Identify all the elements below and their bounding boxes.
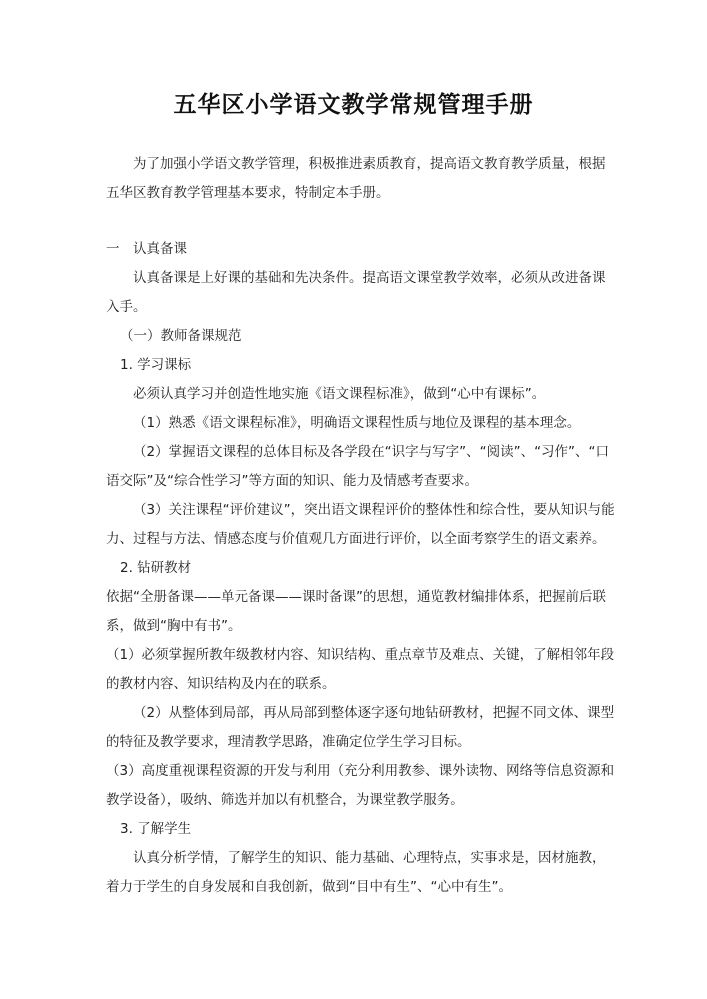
item-2-point-3: （3）高度重视课程资源的开发与利用（充分利用教参、课外读物、网络等信息资源和教学设备），吸纳、筛选并加以有机整合，为课堂教学服务。 [106, 763, 615, 808]
item-1-point-2: （2）掌握语文课程的总体目标及各学段在“识字与写字”、“阅读”、“习作”、“口语交际”及“综合性学习”等方面的知识、能力及情感考查要求。 [106, 444, 610, 489]
item-heading-2: 2. 钻研教材 [120, 560, 192, 576]
intro-paragraph: 为了加强小学语文教学管理，积极推进素质教育，提高语文教育教学质量，根据五华区教育教学管理基本要求，特制定本手册。 [106, 156, 606, 201]
section-heading: 一 认真备课 [106, 241, 187, 257]
item-2-point-2: （2）从整体到局部，再从局部到整体逐字逐句地钻研教材，把握不同文体、课型的特征及教学要求，理清教学思路，准确定位学生学习目标。 [106, 705, 615, 750]
section-lead-paragraph: 认真备课是上好课的基础和先决条件。提高语文课堂教学效率，必须从改进备课入手。 [106, 270, 606, 315]
item-1-point-3: （3）关注课程“评价建议”，突出语文课程评价的整体性和综合性，要从知识与能力、过程与方法、情感态度与价值观几方面进行评价，以全面考察学生的语文素养。 [106, 502, 615, 547]
item-1-lead: 必须认真学习并创造性地实施《语文课程标准》，做到“心中有课标”。 [133, 386, 546, 402]
document-title: 五华区小学语文教学常规管理手册 [173, 91, 534, 118]
item-3-lead: 认真分析学情，了解学生的知识、能力基础、心理特点，实事求是，因材施教，着力于学生的自身发展和自我创新，做到“目中有生”、“心中有生”。 [106, 850, 606, 895]
item-2-point-1: （1）必须掌握所教年级教材内容、知识结构、重点章节及难点、关键，了解相邻年段的教材内容、知识结构及内在的联系。 [106, 647, 615, 692]
item-heading-1: 1. 学习课标 [120, 357, 192, 373]
subsection-heading: （一）教师备课规范 [120, 328, 242, 344]
item-1-point-1: （1）熟悉《语文课程标准》，明确语文课程性质与地位及课程的基本理念。 [133, 415, 581, 431]
document-body [106, 150, 616, 902]
item-heading-3: 3. 了解学生 [120, 821, 192, 837]
item-2-lead: 依据“全册备课——单元备课——课时备课”的思想，通览教材编排体系，把握前后联系，做到“胸中有书”。 [106, 589, 606, 634]
